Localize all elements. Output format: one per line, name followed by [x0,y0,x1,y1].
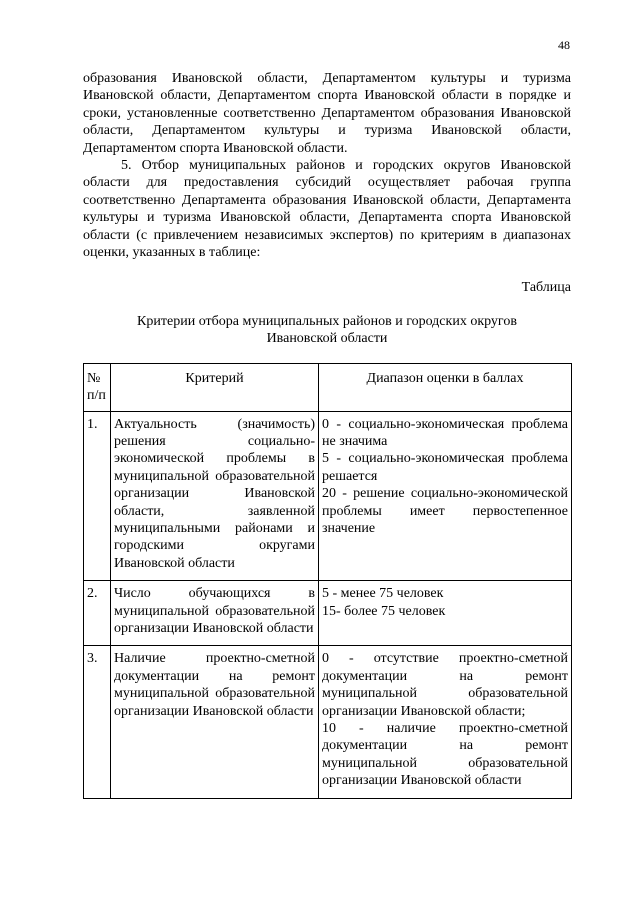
table-header-row [84,363,572,411]
row-range [319,581,572,646]
page-number: 48 [558,38,570,52]
row-criterion: Актуальность (значимость) решения социально-экономической проблемы в муниципальной образовательной организации Ивановской области, заявленной муниципальными районами и городскими округами Ивановской области [111,411,319,581]
row-range [319,646,572,798]
table-label: Таблица [521,280,571,296]
range-line: 0 - отсутствие проектно-сметной документации на ремонт муниципальной образовательной организации Ивановской области; [322,651,568,719]
row-num: 3. [84,646,111,798]
range-line: 5 - менее 75 человек [322,586,444,602]
range-line: 10 - наличие проектно-сметной документации на ремонт муниципальной образовательной организации Ивановской области [322,721,568,789]
header-num: № п/п [84,363,111,411]
row-criterion: Число обучающихся в муниципальной образовательной организации Ивановской области [111,581,319,646]
paragraph-item-5: 5. Отбор муниципальных районов и городских округов Ивановской области для предоставления субсидий осуществляет рабочая группа соответственно Департамента образования Ивановской области, Департамента культуры и туризма Ивановской области, Департамента спорта Ивановской области (с привлечением независимых экспертов) по критериям в диапазонах оценки, указанных в таблице: [83,158,571,261]
range-line: 5 - социально-экономическая проблема решается [322,451,568,484]
paragraph-continuation: образования Ивановской области, Департаментом культуры и туризма Ивановской области, Департаментом спорта Ивановской области в порядке и сроки, установленные соответственно Департаментом образования Ивановской области, Департаментом культуры и туризма Ивановской области, Департаментом спорта Ивановской области. [83,71,571,156]
table-row [84,411,572,581]
header-criterion: Критерий [111,363,319,411]
table-row [84,581,572,646]
range-line: 20 - решение социально-экономической проблемы имеет первостепенное значение [322,486,568,536]
table-title: Критерии отбора муниципальных районов и городских округов Ивановской области [137,313,517,347]
document-body [83,70,571,799]
range-line: 15- более 75 человек [322,603,446,619]
header-range: Диапазон оценки в баллах [319,363,572,411]
row-num: 1. [84,411,111,581]
row-range [319,411,572,581]
row-criterion: Наличие проектно-сметной документации на ремонт муниципальной образовательной организации Ивановской области [111,646,319,798]
table-row [84,646,572,798]
criteria-table [83,363,572,799]
range-line: 0 - социально-экономическая проблема не значима [322,416,568,449]
row-num: 2. [84,581,111,646]
